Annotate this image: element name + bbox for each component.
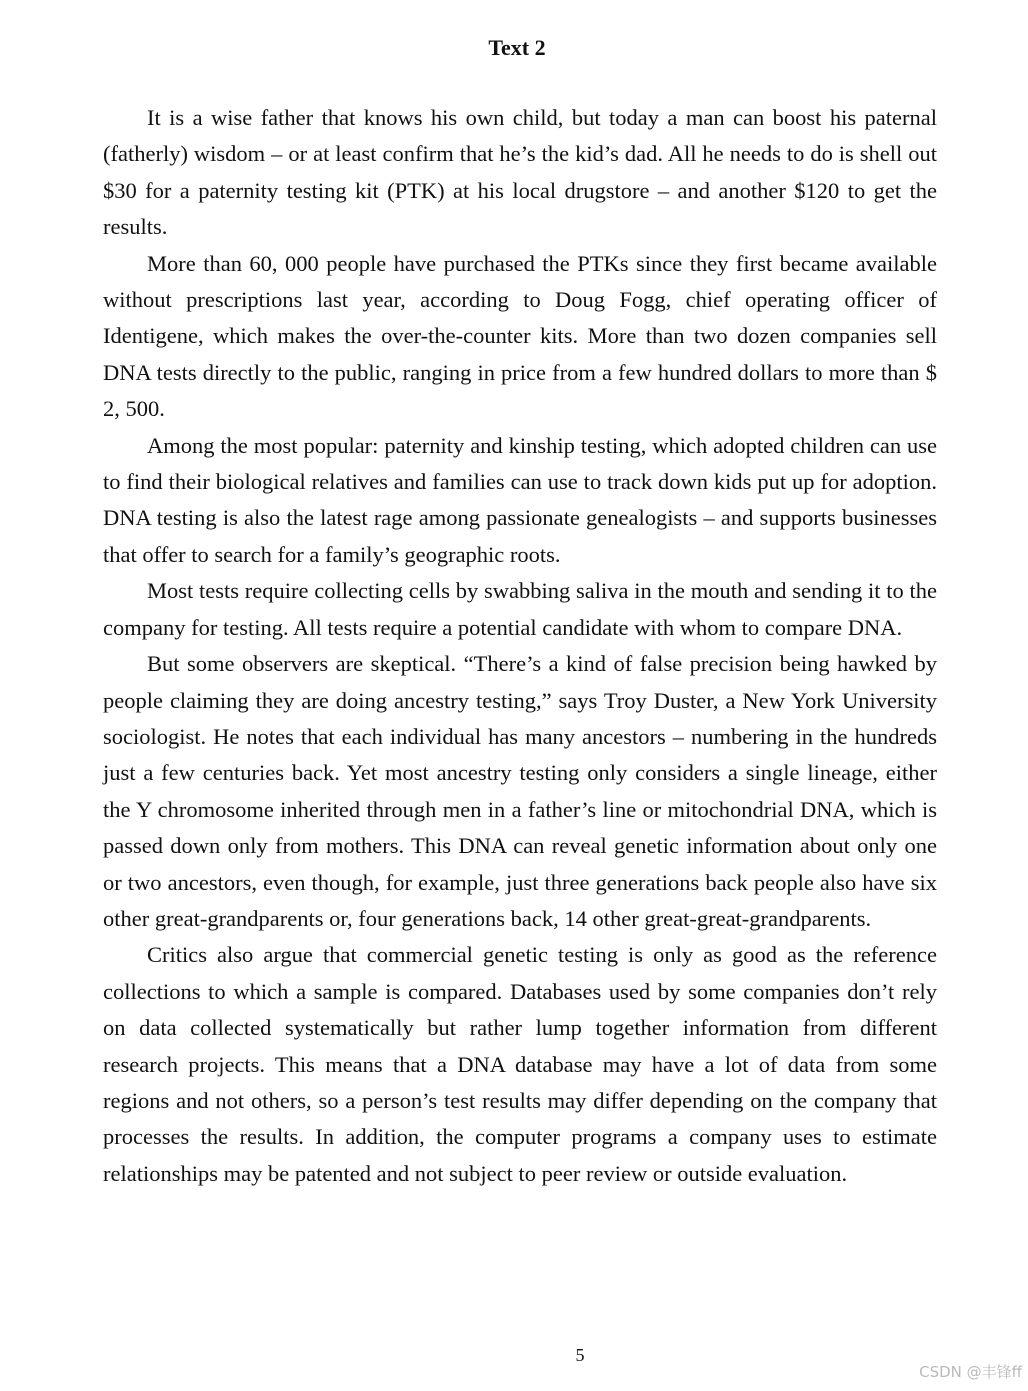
document-title: Text 2 (488, 35, 546, 60)
paragraph-5: But some observers are skeptical. “There’s a kind of false precision being hawked by people claiming they are doing ancestry testing,” says Troy Duster, a New York University sociologist. He notes that each individual has many ancestors – numbering in the hundreds just a few centuries back. Yet most ancestry testing only considers a single lineage, either the Y chromosome inherited through men in a father’s line or mitochondrial DNA, which is passed down only from mothers. This DNA can reveal genetic information about only one or two ancestors, even though, for example, just three generations back people also have six other great-grandparents or, four generations back, 14 other great-great-grandparents. (103, 651, 937, 931)
paragraph-4: Most tests require collecting cells by swabbing saliva in the mouth and sending it to the company for testing. All tests require a potential candidate with whom to compare DNA. (103, 578, 937, 640)
paragraph-6: Critics also argue that commercial genetic testing is only as good as the reference collections to which a sample is compared. Databases used by some companies don’t rely on data collected systematically but rather lump together information from different research projects. This means that a DNA database may have a lot of data from some regions and not others, so a person’s test results may differ depending on the company that processes the results. In addition, the computer programs a company uses to estimate relationships may be patented and not subject to peer review or outside evaluation. (103, 942, 937, 1186)
paragraph-1: It is a wise father that knows his own child, but today a man can boost his paternal (fatherly) wisdom – or at least confirm that he’s the kid’s dad. All he needs to do is shell out $30 for a paternity testing kit (PTK) at his local drugstore – and another $120 to get the results. (103, 105, 937, 240)
document-body (103, 100, 937, 1192)
watermark-text: CSDN @丰锋ff (919, 1363, 1022, 1381)
paragraph-3: Among the most popular: paternity and kinship testing, which adopted children can use to find their biological relatives and families can use to track down kids put up for adoption. DNA testing is also the latest rage among passionate genealogists – and supports businesses that offer to search for a family’s geographic roots. (103, 432, 937, 567)
page-number: 5 (575, 1345, 585, 1365)
paragraph-2: More than 60, 000 people have purchased the PTKs since they first became available without prescriptions last year, according to Doug Fogg, chief operating officer of Identigene, which makes the over-the-counter kits. More than two dozen companies sell DNA tests directly to the public, ranging in price from a few hundred dollars to more than $ 2, 500. (103, 250, 937, 422)
